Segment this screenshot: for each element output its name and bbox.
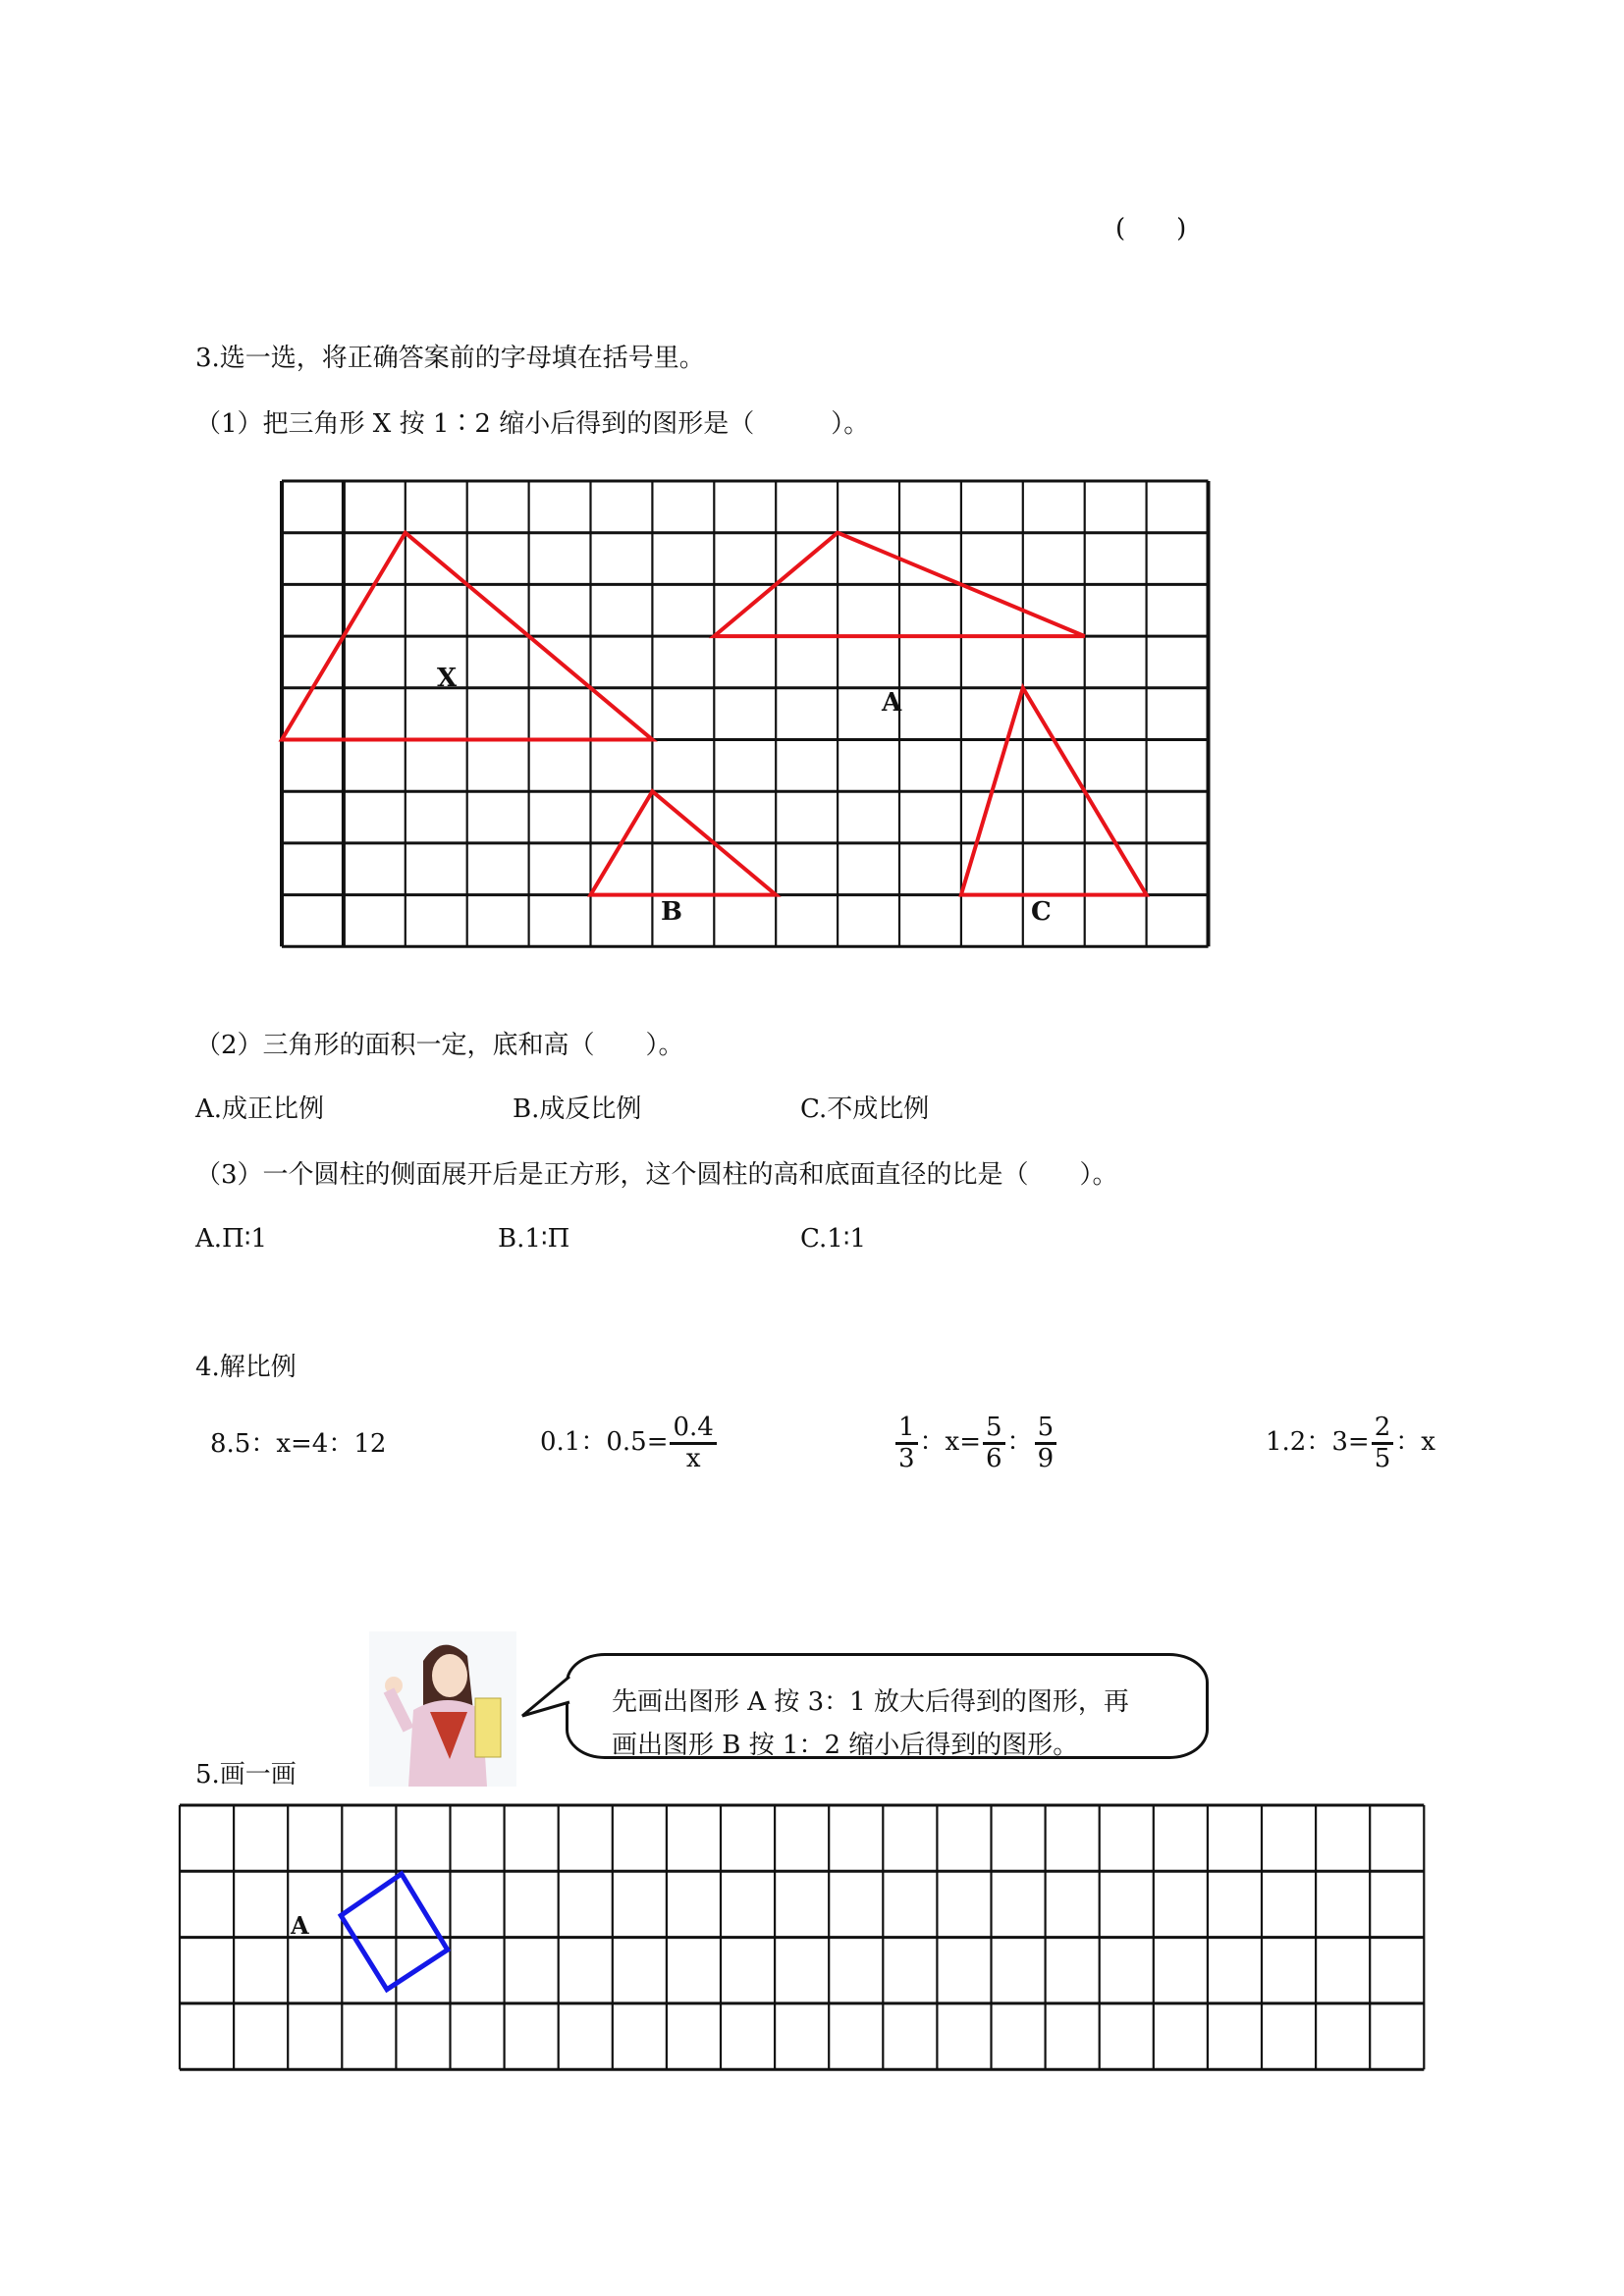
- option-a[interactable]: A.成正比例: [195, 1095, 325, 1124]
- option-c[interactable]: C.1∶1: [800, 1224, 867, 1254]
- eq3-sep: ：: [1006, 1427, 1033, 1458]
- q5-heading: 5.画一画: [195, 1760, 297, 1789]
- label-c: C: [1031, 897, 1052, 927]
- numerator: 2: [1372, 1414, 1394, 1445]
- denominator: 9: [1037, 1443, 1055, 1473]
- equation-2: [540, 1414, 719, 1472]
- bubble-line-1: 先画出图形 A 按 3：1 放大后得到的图形，再: [612, 1687, 1129, 1717]
- triangle-grid: [275, 475, 1218, 956]
- eq2-left: 0.1：0.5=: [540, 1427, 669, 1458]
- shape-label-a: A: [291, 1911, 309, 1940]
- denominator: 6: [986, 1443, 1002, 1473]
- teacher-illustration: [369, 1631, 516, 1787]
- q3-sub2: （2）三角形的面积一定，底和高（ ）。: [195, 1031, 684, 1060]
- q3-sub3: （3）一个圆柱的侧面展开后是正方形，这个圆柱的高和底面直径的比是（ ）。: [195, 1160, 1118, 1190]
- label-x: X: [437, 664, 458, 693]
- denominator: 5: [1374, 1443, 1391, 1473]
- label-b: B: [661, 897, 682, 927]
- bubble-line-2: 画出图形 B 按 1：2 缩小后得到的图形。: [612, 1731, 1079, 1760]
- bubble-tail: [518, 1669, 571, 1728]
- fraction: [1035, 1414, 1057, 1472]
- eq4-left: 1.2：3=: [1266, 1427, 1370, 1458]
- eq4-right: ：x: [1395, 1427, 1435, 1458]
- numerator: 0.4: [670, 1414, 716, 1445]
- option-b[interactable]: B.成反比例: [513, 1095, 642, 1124]
- equation-3: [893, 1414, 1058, 1472]
- answer-blank: ( ): [1115, 214, 1187, 243]
- option-a[interactable]: A.Π∶1: [195, 1224, 268, 1254]
- fraction: [670, 1414, 716, 1472]
- equation-1: 8.5：x=4：12: [210, 1429, 387, 1459]
- numerator: 1: [895, 1414, 918, 1445]
- fraction: [895, 1414, 918, 1472]
- numerator: 5: [983, 1414, 1005, 1445]
- eq3-mid: ：x=: [919, 1427, 981, 1458]
- option-c[interactable]: C.不成比例: [800, 1095, 930, 1124]
- q3-sub1: （1）把三角形 X 按 1∶2 缩小后得到的图形是（ ）。: [195, 409, 870, 439]
- speech-bubble: [566, 1653, 1209, 1759]
- q4-heading: 4.解比例: [195, 1353, 297, 1382]
- drawing-grid: [177, 1802, 1430, 2073]
- denominator: 3: [898, 1443, 915, 1473]
- option-b[interactable]: B.1∶Π: [498, 1224, 570, 1254]
- shape-a: [341, 1874, 448, 1990]
- label-a: A: [882, 688, 902, 718]
- denominator: x: [685, 1443, 701, 1473]
- fraction: [983, 1414, 1005, 1472]
- equation-4: [1266, 1414, 1435, 1472]
- numerator: 5: [1035, 1414, 1057, 1445]
- fraction: [1372, 1414, 1394, 1472]
- q3-heading: 3.选一选，将正确答案前的字母填在括号里。: [195, 344, 705, 373]
